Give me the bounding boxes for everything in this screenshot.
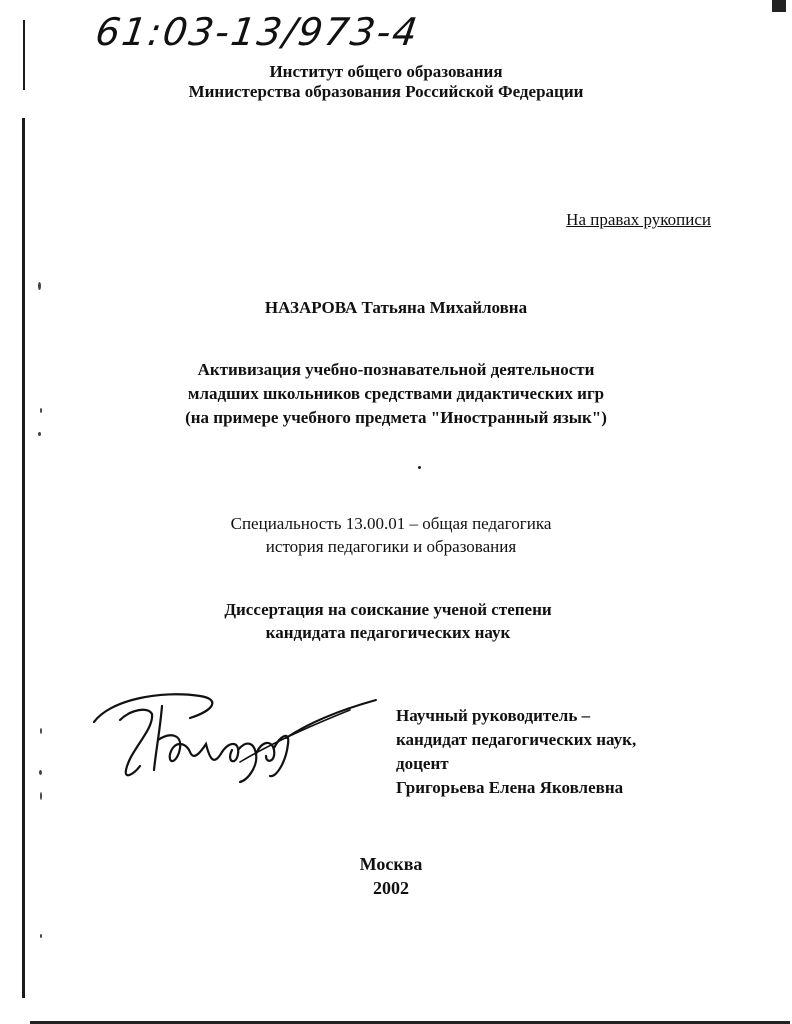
supervisor-line-4: Григорьева Елена Яковлевна	[396, 778, 624, 797]
supervisor-line-1: Научный руководитель –	[396, 706, 591, 725]
supervisor-line-2: кандидат педагогических наук,	[396, 730, 637, 749]
specialty-line-1: Специальность 13.00.01 – общая педагогика	[230, 514, 552, 533]
scan-dot	[418, 466, 421, 469]
city-year-block	[0, 852, 787, 900]
institute-block	[0, 62, 782, 102]
archive-number: 61:03-13/973-4	[92, 10, 422, 54]
degree-line-1: Диссертация на соискание ученой степени	[224, 600, 552, 619]
scan-corner-mark	[772, 0, 786, 12]
author-name: НАЗАРОВА Татьяна Михайловна	[264, 298, 528, 317]
dissertation-title	[0, 358, 792, 430]
specialty-line-2: история педагогики и образования	[265, 537, 517, 556]
title-line-2: младших школьников средствами дидактических игр	[187, 384, 605, 403]
institute-line-1: Институт общего образования	[269, 62, 503, 81]
institute-line-2: Министерства образования Российской Федерации	[188, 82, 584, 101]
degree-line-2: кандидата педагогических наук	[265, 623, 511, 642]
supervisor-block	[396, 704, 636, 800]
city: Москва	[359, 854, 423, 874]
title-line-3: (на примере учебного предмета "Иностранный язык")	[185, 408, 607, 427]
rights-note: На правах рукописи	[566, 210, 711, 229]
year: 2002	[373, 878, 409, 898]
degree-block	[0, 598, 784, 644]
handwritten-signature-icon	[90, 670, 380, 790]
specialty-block	[0, 512, 787, 558]
title-line-1: Активизация учебно-познавательной деятельности	[197, 360, 595, 379]
supervisor-line-3: доцент	[396, 754, 449, 773]
